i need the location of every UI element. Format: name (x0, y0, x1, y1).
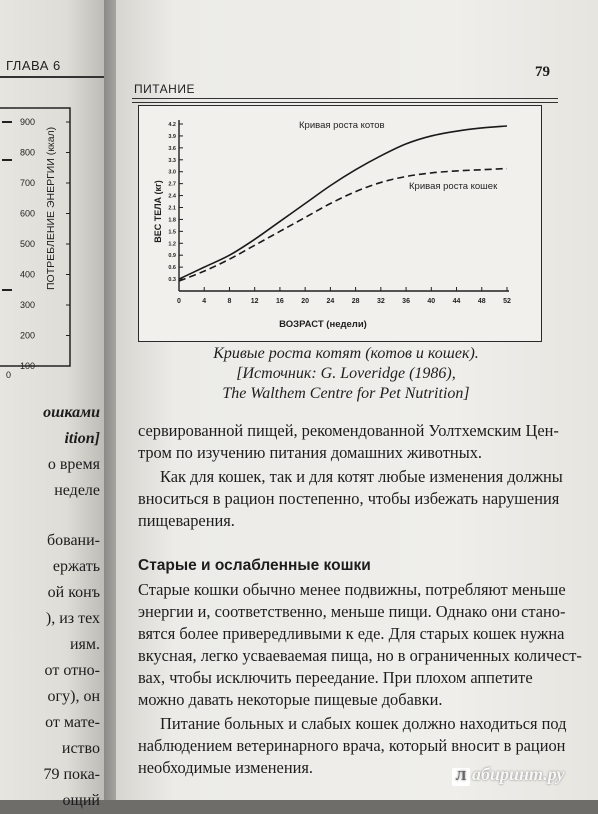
left-tick-label: 200 (20, 330, 36, 341)
growth-chart-figure (138, 105, 542, 342)
caption-line: The Walthem Centre for Pet Nutrition] (222, 385, 470, 402)
watermark-text: абиринт.ру (472, 764, 565, 784)
x-tick-label: 44 (452, 298, 461, 305)
left-fragment: 79 пока- (43, 766, 100, 783)
left-page-header: ГЛАВА 6 (6, 58, 61, 73)
y-tick-label: 1.8 (168, 217, 176, 224)
left-fragment: ition] (64, 430, 100, 447)
section-heading: Старые и ослабленные кошки (138, 557, 371, 574)
left-tick-label: 900 (20, 117, 36, 127)
x-tick-label: 32 (376, 298, 385, 305)
labirint-watermark (452, 764, 592, 786)
figure-caption (176, 344, 516, 404)
y-tick-label: 1.5 (168, 229, 176, 236)
y-tick-label: 2.7 (168, 181, 176, 188)
y-tick-label: 1.2 (168, 241, 176, 248)
x-tick-label: 48 (477, 298, 486, 305)
left-tick-label: 100 (20, 361, 36, 371)
caption-line: [Источник: G. Loveridge (1986), (236, 365, 456, 382)
text-line: энергии и, соответственно, меньше пищи. Однако они стано- (138, 602, 566, 621)
left-facing-page (0, 0, 110, 809)
text-line: Как для кошек, так и для котят любые изменения должны (160, 467, 563, 486)
page-number: 79 (535, 64, 550, 80)
x-tick-label: 20 (301, 298, 310, 305)
series-label: Кривая роста кошек (409, 181, 498, 192)
left-fragment: огу), он (47, 688, 100, 705)
x-tick-label: 40 (427, 298, 436, 305)
left-fragment: о время (47, 456, 100, 473)
left-fragment: ощий (62, 792, 100, 809)
labirint-logo-icon: Л (452, 768, 470, 786)
x-tick-label: 16 (276, 298, 284, 305)
y-tick-label: 3.9 (168, 133, 176, 140)
left-page-text (0, 400, 100, 814)
y-tick-label: 0.9 (168, 253, 176, 260)
text-line: вах, чтобы исключить переедание. При плохом аппетите (138, 668, 533, 687)
left-tick-label: 300 (20, 300, 36, 310)
y-axis-label: ВЕС ТЕЛА (кг) (153, 180, 163, 243)
y-tick-label: 3.6 (168, 145, 176, 152)
tomcat-growth-curve (179, 126, 507, 279)
page-header (132, 58, 556, 96)
x-axis-label: ВОЗРАСТ (недели) (279, 319, 367, 330)
left-tick-label: 700 (20, 178, 36, 188)
left-axis-label: ПОТРЕБЛЕНИЕ ЭНЕРГИИ (ккал) (45, 126, 57, 290)
y-tick-label: 3.3 (168, 157, 176, 164)
x-tick-label: 52 (503, 298, 511, 305)
text-line: тром по изучению питания домашних животных. (138, 443, 482, 462)
left-fragment: иство (61, 740, 100, 757)
left-tick-label: 400 (20, 269, 36, 280)
caption-line: Кривые роста котят (котов и кошек). (213, 345, 479, 362)
y-tick-label: 4.2 (168, 122, 176, 128)
paragraph (138, 579, 582, 711)
left-fragment: неделе (54, 482, 100, 499)
left-header-rule (0, 76, 104, 78)
body-text (138, 420, 582, 779)
y-tick-label: 3.0 (168, 169, 176, 176)
text-line: необходимые изменения. (138, 758, 314, 777)
left-fragment: ой конъ (47, 584, 100, 601)
text-line: Питание больных и слабых кошек должно находиться под (160, 714, 567, 733)
x-tick-label: 8 (227, 298, 232, 305)
header-rule-thin (132, 102, 558, 103)
x-tick-label: 0 (177, 298, 181, 305)
left-fragment: от мате- (45, 714, 100, 731)
text-line: наблюдением ветеринарного врача, который вносит в рацион (138, 736, 566, 755)
left-fragment: ошками (43, 404, 100, 421)
y-tick-label: 0.3 (168, 277, 176, 284)
book-page (116, 0, 598, 800)
paragraph (138, 420, 564, 464)
text-line: сервированной пищей, рекомендованной Уолтхемским Цен- (138, 421, 559, 440)
left-fragment: от отно- (44, 662, 100, 679)
text-line: вкусная, легко усваеваемая пища, но в ограниченных количест- (138, 646, 582, 665)
svg-text:0: 0 (6, 370, 12, 380)
y-tick-label: 0.6 (168, 265, 176, 272)
text-line: вноситься в рацион постепенно, чтобы избежать нарушения (138, 489, 560, 508)
x-tick-label: 36 (402, 298, 410, 305)
left-tick-label: 500 (20, 239, 36, 249)
left-tick-label: 600 (20, 208, 36, 219)
y-tick-label: 2.1 (168, 205, 176, 212)
x-tick-label: 24 (326, 298, 335, 305)
text-line: пищеварения. (138, 511, 235, 530)
text-line: вятся более привередливыми к еде. Для старых кошек нужна (138, 624, 565, 643)
left-tick-label: 800 (20, 147, 36, 158)
left-fragment: ержать (52, 558, 100, 575)
text-line: Старые кошки обычно менее подвижны, потребляют меньше (138, 580, 566, 599)
text-line: можно давать некоторые пищевые добавки. (138, 690, 443, 709)
paragraph (138, 466, 564, 532)
left-energy-chart (0, 80, 110, 440)
chapter-title: ПИТАНИЕ (134, 82, 195, 96)
x-tick-label: 4 (202, 298, 207, 305)
x-tick-label: 28 (351, 298, 360, 305)
header-rule (132, 98, 558, 99)
left-fragment: иям. (69, 636, 100, 653)
left-fragment: бовани- (46, 532, 100, 549)
growth-chart (139, 106, 541, 341)
x-tick-label: 12 (250, 298, 259, 305)
left-fragment: ), из тех (45, 610, 100, 627)
y-tick-label: 2.4 (168, 193, 176, 200)
series-label: Кривая роста котов (299, 120, 385, 131)
